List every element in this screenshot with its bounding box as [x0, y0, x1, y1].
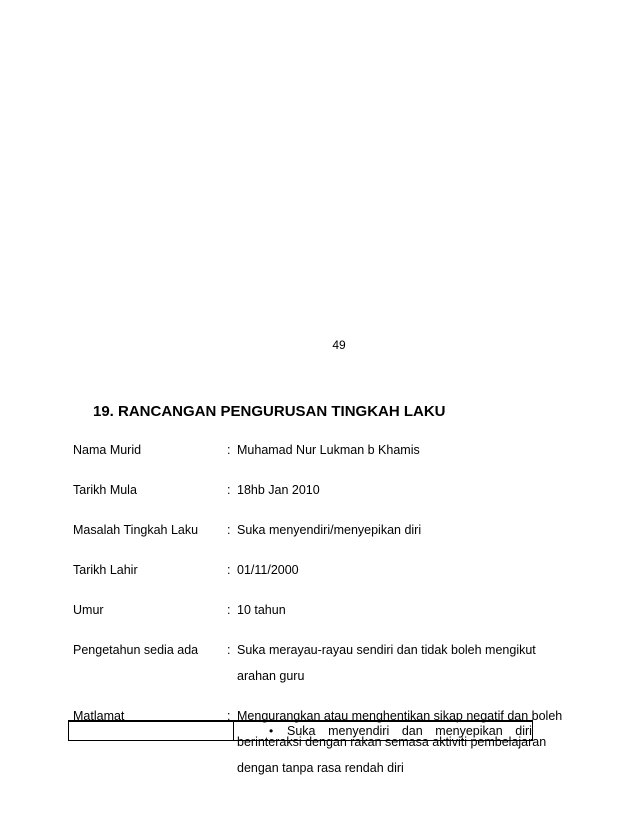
info-value: [227, 477, 573, 503]
colon-separator: :: [227, 709, 231, 723]
info-row-nama-murid: [73, 437, 573, 463]
info-value: [227, 703, 573, 781]
table-cell-bullet-text: [234, 722, 532, 740]
info-row-masalah-tingkah-laku: [73, 517, 573, 543]
bullet-word: Suka: [287, 724, 316, 738]
info-row-pengetahun-sedia-ada: [73, 637, 573, 689]
info-row-tarikh-lahir: [73, 557, 573, 583]
info-label: Pengetahun sedia ada: [73, 643, 199, 657]
section-title: 19. RANCANGAN PENGURUSAN TINGKAH LAKU: [93, 403, 446, 420]
info-value-line: Suka menyendiri/menyepikan diri: [237, 523, 422, 537]
page-number: 49: [332, 338, 346, 352]
bullet-word: menyepikan: [435, 724, 503, 738]
info-label: Tarikh Lahir: [73, 563, 138, 577]
info-value-line: Mengurangkan atau menghentikan sikap negatif dan boleh: [237, 709, 563, 723]
info-value-line: arahan guru: [237, 669, 305, 683]
colon-separator: :: [227, 443, 231, 457]
info-value: [227, 557, 573, 583]
info-value-line: 18hb Jan 2010: [237, 483, 320, 497]
bullet-text: [287, 724, 532, 738]
info-label: Tarikh Mula: [73, 483, 137, 497]
colon-separator: :: [227, 563, 231, 577]
info-value-line: berinteraksi dengan rakan semasa aktiviti pembelajaran: [237, 735, 547, 749]
colon-separator: :: [227, 523, 231, 537]
info-row-matlamat: [73, 703, 573, 781]
colon-separator: :: [227, 603, 231, 617]
info-value-line: 01/11/2000: [237, 563, 299, 577]
info-label: Masalah Tingkah Laku: [73, 523, 199, 537]
info-value: [227, 637, 573, 689]
behavior-table: [68, 720, 533, 741]
info-row-umur: [73, 597, 573, 623]
info-value: [227, 597, 573, 623]
info-value: [227, 517, 573, 543]
info-label: Nama Murid: [73, 443, 142, 457]
colon-separator: :: [227, 643, 231, 657]
info-value-line: Muhamad Nur Lukman b Khamis: [237, 443, 420, 457]
info-value-line: Suka merayau-rayau sendiri dan tidak boleh mengikut: [237, 643, 536, 657]
info-row-tarikh-mula: [73, 477, 573, 503]
bullet-icon: •: [269, 724, 274, 738]
info-value-line: dengan tanpa rasa rendah diri: [237, 761, 404, 775]
table-cell-empty: [69, 722, 234, 740]
info-label: Matlamat: [73, 709, 125, 723]
info-label: Umur: [73, 603, 104, 617]
info-value-line: 10 tahun: [237, 603, 286, 617]
colon-separator: :: [227, 483, 231, 497]
bullet-word: menyendiri: [328, 724, 390, 738]
bullet-word: diri: [515, 724, 532, 738]
student-info-list: [73, 437, 573, 795]
bullet-word: dan: [401, 724, 423, 738]
info-value: [227, 437, 573, 463]
